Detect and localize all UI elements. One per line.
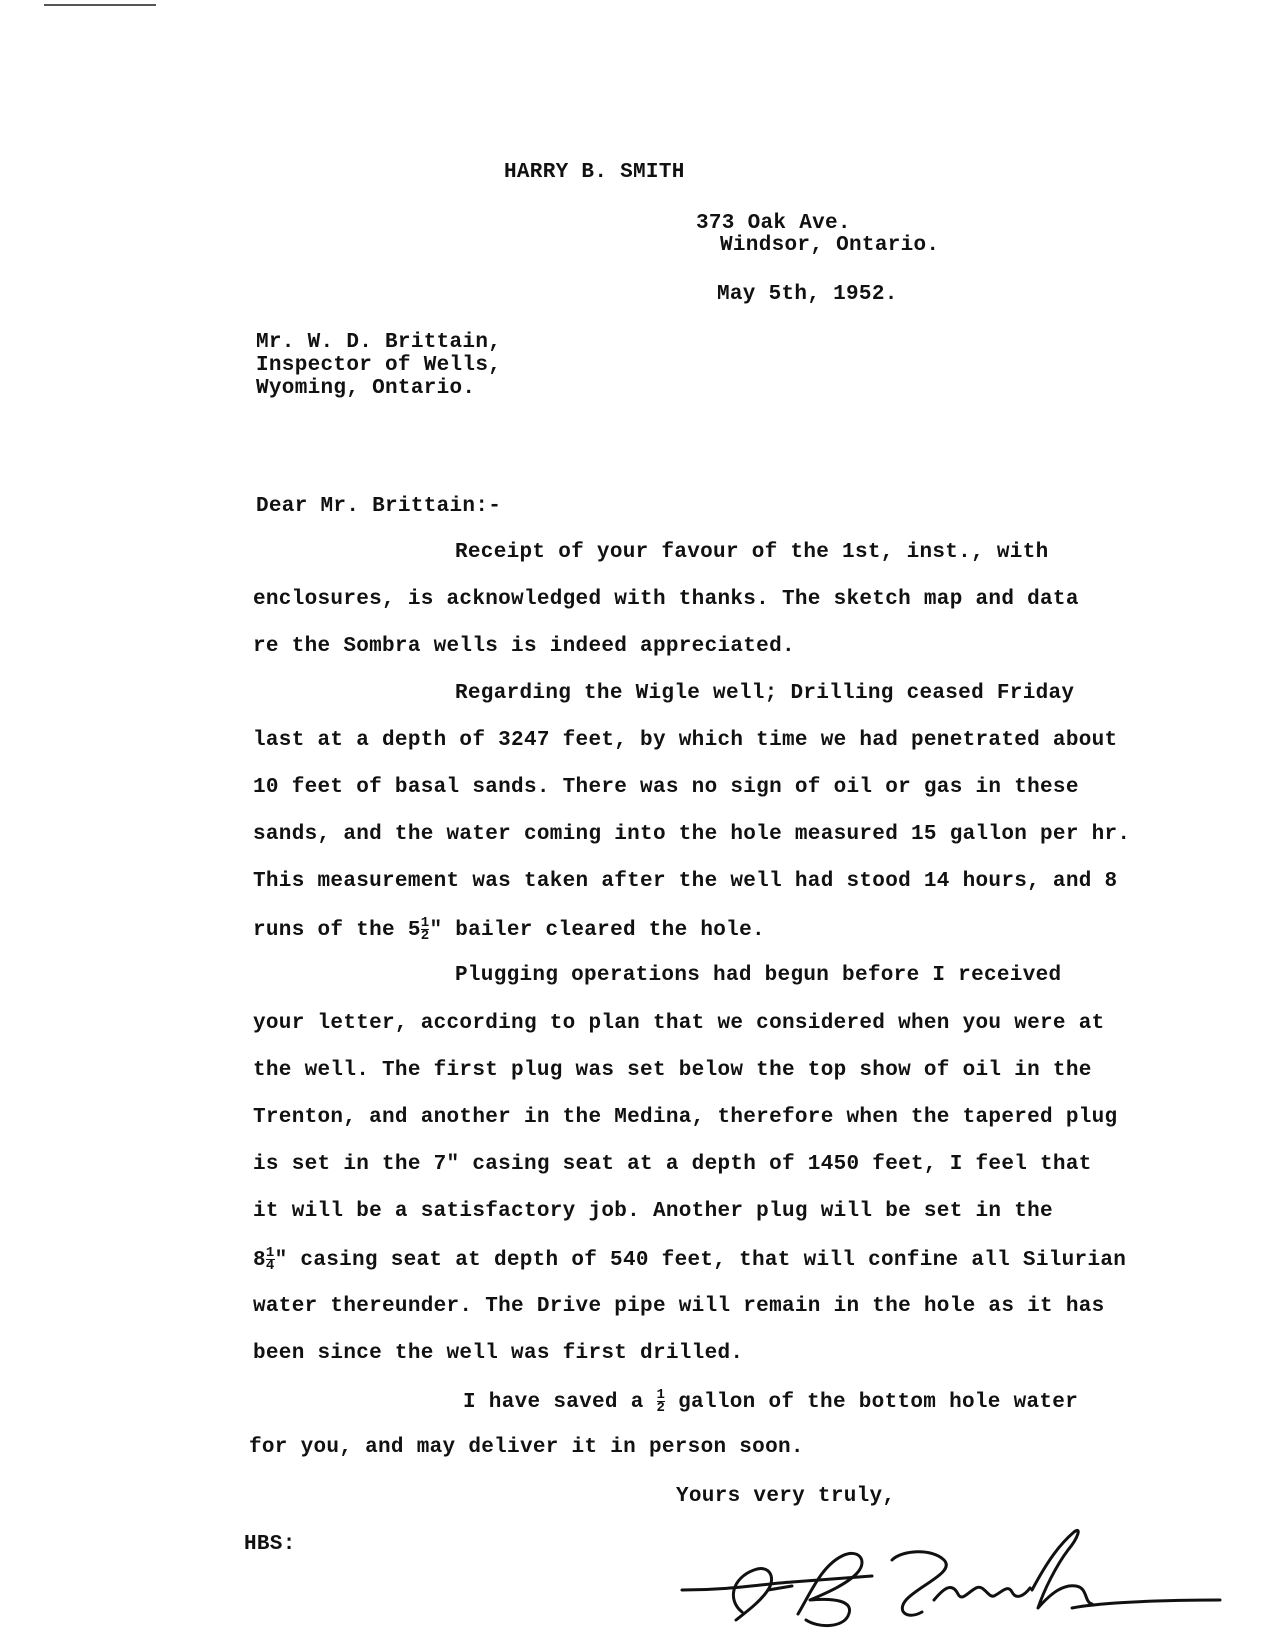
handwritten-signature: [672, 1520, 1232, 1640]
fraction-numerator: 1: [656, 1387, 666, 1403]
fraction-half: [657, 1389, 666, 1414]
bailer-text-pre: runs of the 5: [253, 919, 421, 943]
body-line: been since the well was first drilled.: [253, 1342, 744, 1365]
bailer-text-post: " bailer cleared the hole.: [429, 919, 765, 943]
body-line: enclosures, is acknowledged with thanks. The sketch map and data: [253, 588, 1079, 611]
salutation: Dear Mr. Brittain:-: [256, 495, 502, 518]
body-line: it will be a satisfactory job. Another plug will be set in the: [253, 1200, 1053, 1223]
body-line: Plugging operations had begun before I received: [455, 964, 1062, 987]
fraction-quarter: [266, 1247, 275, 1272]
recipient-name: Mr. W. D. Brittain,: [256, 331, 502, 354]
body-line: last at a depth of 3247 feet, by which time we had penetrated about: [253, 729, 1118, 752]
casing-text-pre: 8: [253, 1249, 266, 1273]
body-line: re the Sombra wells is indeed appreciated.: [253, 635, 795, 658]
body-line: for you, and may deliver it in person soon.: [249, 1436, 804, 1459]
sender-city: Windsor, Ontario.: [720, 234, 940, 257]
body-line: Receipt of your favour of the 1st, inst., with: [455, 541, 1049, 564]
typist-initials: HBS:: [244, 1533, 296, 1556]
recipient-location: Wyoming, Ontario.: [256, 377, 476, 400]
sender-street: 373 Oak Ave.: [696, 212, 851, 235]
fraction-denominator: 4: [265, 1258, 275, 1274]
closing: Yours very truly,: [676, 1485, 896, 1508]
fraction-numerator: 1: [420, 915, 430, 931]
body-line-casing: [253, 1247, 1126, 1273]
body-line: your letter, according to plan that we considered when you were at: [253, 1012, 1105, 1035]
body-line: Regarding the Wigle well; Drilling ceased Friday: [455, 682, 1075, 705]
body-line: water thereunder. The Drive pipe will remain in the hole as it has: [253, 1295, 1105, 1318]
fraction-denominator: 2: [420, 928, 430, 944]
letter-date: May 5th, 1952.: [717, 283, 898, 306]
recipient-title: Inspector of Wells,: [256, 354, 502, 377]
casing-text-post: " casing seat at depth of 540 feet, that will confine all Silurian: [274, 1249, 1127, 1273]
fraction-numerator: 1: [265, 1245, 275, 1261]
body-line-saved: [463, 1389, 1078, 1415]
body-line-bailer: [253, 917, 765, 943]
saved-text-post: gallon of the bottom hole water: [665, 1391, 1079, 1415]
fraction-denominator: 2: [656, 1400, 666, 1416]
body-line: is set in the 7" casing seat at a depth of 1450 feet, I feel that: [253, 1153, 1092, 1176]
top-rule: [44, 4, 156, 6]
body-line: Trenton, and another in the Medina, therefore when the tapered plug: [253, 1106, 1118, 1129]
body-line: sands, and the water coming into the hole measured 15 gallon per hr.: [253, 823, 1131, 846]
body-line: the well. The first plug was set below the top show of oil in the: [253, 1059, 1092, 1082]
body-line: 10 feet of basal sands. There was no sign of oil or gas in these: [253, 776, 1079, 799]
saved-text-pre: I have saved a: [463, 1391, 657, 1415]
letterhead-name: HARRY B. SMITH: [504, 161, 685, 184]
body-line: This measurement was taken after the well had stood 14 hours, and 8: [253, 870, 1118, 893]
